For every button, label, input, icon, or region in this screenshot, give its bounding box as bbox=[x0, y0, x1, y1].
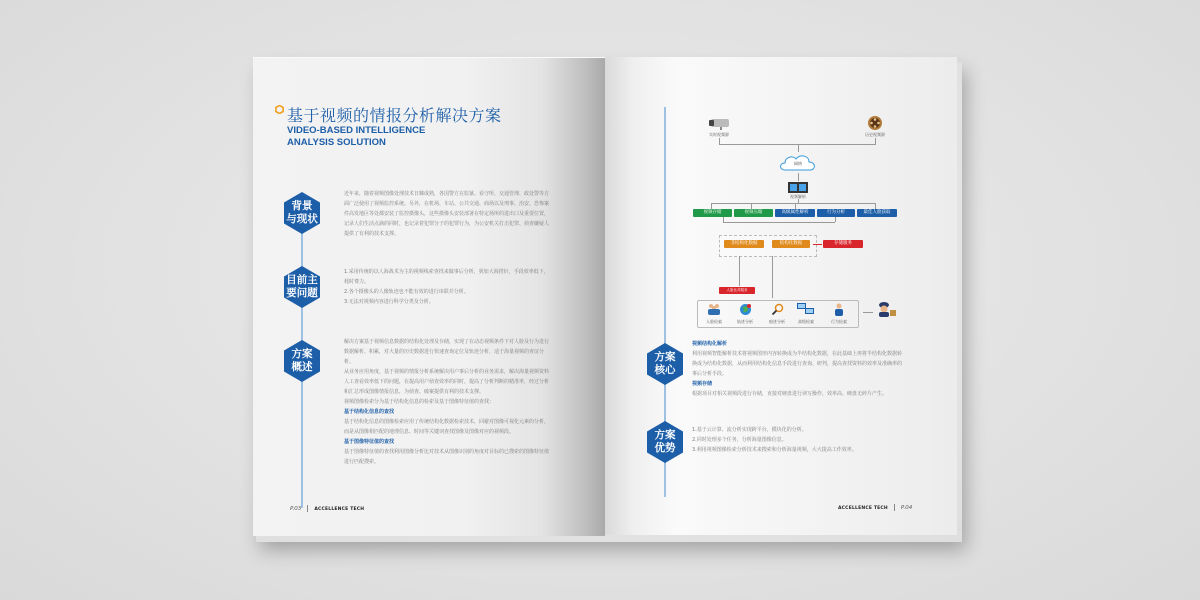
people-icon bbox=[707, 303, 721, 315]
app-label: 人脸检索 bbox=[706, 319, 722, 324]
subheading: 基于图像特征值的查找 bbox=[344, 439, 395, 445]
divider bbox=[307, 505, 308, 512]
camera-icon bbox=[707, 117, 731, 131]
section-label: 方案 优势 bbox=[654, 429, 676, 454]
title-english-line2: ANALYSIS SOLUTION bbox=[287, 137, 386, 148]
brand-name: ACCELLENCE TECH bbox=[314, 507, 365, 512]
node-video-storage: 视频存储 bbox=[693, 209, 732, 217]
page-number: P.04 bbox=[900, 505, 913, 511]
app-label: 痕迹分析 bbox=[769, 319, 785, 324]
section-badge-problems bbox=[283, 265, 321, 309]
app-label: 行为检索 bbox=[831, 319, 847, 324]
film-reel-icon bbox=[867, 115, 883, 131]
architecture-diagram bbox=[693, 115, 941, 345]
node-attribute-parse: 高级属性解析 bbox=[775, 209, 815, 217]
section-background-text: 近年来，随着视频图像处理技术日臻成熟，各国警方在监狱、看守所、交通管理、政处警等方 面广泛使用了视频监控系统。另外，在机场、车站、公共交通、商场以及刑事、治安、恐怖案 件高发地区等处都安装了监控摄像头，这些摄像头安装部署在特定场所的进出口及重要位置， 记录人们生活点滴的同时，也记录着犯罪分子的犯罪行为，为公安机关打击犯罪、侦查嫌疑人 提供了有利的技术支撑。 bbox=[344, 191, 550, 237]
brand-name: ACCELLENCE TECH bbox=[838, 506, 888, 511]
node-structured-data: 结构化数据 bbox=[772, 240, 810, 248]
title-english-line1: VIDEO-BASED INTELLIGENCE bbox=[287, 125, 426, 136]
section-label: 背景 与现状 bbox=[286, 200, 318, 225]
subheading: 基于结构化信息的查找 bbox=[344, 409, 395, 415]
section-badge-overview bbox=[283, 339, 321, 383]
subheading: 视频结构化解析 bbox=[692, 341, 728, 347]
page-footer bbox=[838, 504, 912, 511]
source-label: 实时视频源 bbox=[709, 132, 729, 137]
globe-icon bbox=[739, 303, 752, 316]
network-label: 网络 bbox=[794, 161, 802, 166]
section-badge-advantages bbox=[646, 420, 684, 464]
subheading: 视频存储 bbox=[692, 381, 713, 387]
parse-label: 视频解析 bbox=[790, 194, 806, 199]
section-label: 方案 概述 bbox=[291, 348, 313, 373]
section-badge-core bbox=[646, 342, 684, 386]
divider bbox=[894, 504, 895, 511]
page-footer bbox=[290, 505, 364, 512]
face-compare-badge: 人脸比对服务 bbox=[719, 287, 755, 294]
node-unstructured-data: 非结构化数据 bbox=[724, 240, 764, 248]
section-advantages-text: 1.基于云计算、流分析实现跨平台，模块化的分析。 2.同时处理多个任务，分析海量图像信息。 3.利用视频图像检索分析技术来搜索和分析海量视频，大大提高工作效率。 bbox=[692, 427, 857, 453]
section-problems-text: 1.采用传统的以人海战术为主的视频线索查找来做事后分析，犹如大海捞针，手段效率低下， 耗时费力。 2.各个摄像头的人像轨迹也不能有效的进行串联并分析。 3.无法对视频内容进行科学分类及分析。 bbox=[344, 269, 549, 305]
node-behavior-analysis: 行为分析 bbox=[817, 209, 855, 217]
section-label: 目前主 要问题 bbox=[286, 274, 318, 299]
section-overview-text: 解决方案基于视频信息数据的结构化处理及存储，实现了在动态视频条件下对人脸及行为进行 数据解析、积累，对大量的历史数据进行快速查询定位及轨迹分析，适于海量视频的查证分 析。 从业务应用角度，基于视频的情报分析系统解决用户事后分析的业务需求，解决海量视频资料 人工查看效率低下的问题，在提高用户侦查效率的同时，提高了分析判断的精准率，经过分析 和汇总形成图像情报信息，为侦查、破案提供有利的技术支撑。 视频图像检索分为基于结构化信息的检索及基于图像特征值的查找： 基于结构化信息的查找 基于结构化信息的图像检索应用了传统结构化数据检索技术，回避对图像可视化元素的分析， 而是从图像相匹配的地理信息、时间等关键词查找图像及图像对应的视频段。 基于图像特征值的查找 基于图像特征值的查找利用图像分析比对技术从图像识别的角度对目标的已搜索的图像特征值 进行匹配搜索。 bbox=[344, 339, 550, 465]
monitors-icon bbox=[797, 303, 815, 316]
title-english bbox=[287, 125, 425, 149]
node-storage-service: 存储服务 bbox=[823, 240, 863, 248]
section-core-text: 视频结构化解析 利用视频智能解析技术将视频图形内容转换成为半结构化数据，在此基础上再将半结构化数据转 换成为结构化数据，从而利用结构化信息手段进行查询、研判，提高查找资料的效率及准确率的 事后分析手段。 视频存储 根据项目对相关视频段进行存储，直接对硬盘进行读写操作，效率高、硬盘无碎片产生。 bbox=[692, 341, 903, 397]
video-parse-icon bbox=[788, 182, 808, 193]
title-chinese: 基于视频的情报分析解决方案 bbox=[287, 106, 502, 125]
node-video-compress: 视频压缩 bbox=[734, 209, 773, 217]
section-badge-background bbox=[283, 191, 321, 235]
left-page bbox=[253, 57, 605, 536]
right-page bbox=[605, 57, 957, 535]
app-label: 高级检索 bbox=[798, 319, 814, 324]
section-label: 方案 核心 bbox=[654, 351, 676, 376]
page-number: P.03 bbox=[290, 506, 302, 512]
magnifier-icon bbox=[771, 303, 784, 316]
node-best-face: 最佳人脸获取 bbox=[857, 209, 897, 217]
source-label: 历史视频源 bbox=[865, 132, 885, 137]
person-icon bbox=[834, 303, 844, 316]
app-label: 轨迹分析 bbox=[737, 319, 753, 324]
police-icon bbox=[877, 301, 897, 317]
hexagon-bullet-icon bbox=[275, 105, 284, 114]
